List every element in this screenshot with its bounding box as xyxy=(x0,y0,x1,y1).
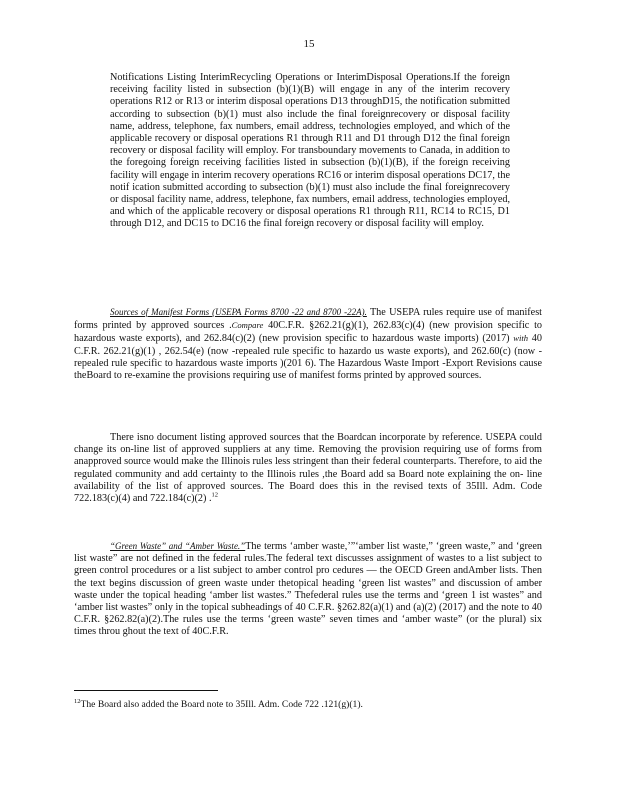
manifest-sources-text-a: The USEPA rules require use of manifest forms printed by approved sources . xyxy=(74,307,543,332)
footnote-divider xyxy=(74,690,218,691)
manifest-sources-heading: Sources of Manifest Forms (USEPA Forms 8700 -22 and 8700 -22A). xyxy=(110,307,367,317)
footnote-text: The Board also added the Board note to 35Ill. Adm. Code 722 .121(g)(1). xyxy=(80,699,363,710)
manifest-sources-text-b: 40C.F.R. §262.21(g)(1), 262.83(c)(4) (new provision specific to hazardous waste exports), and 262.84(c)(2) (new provision specific to hazardous waste imports) (2017) xyxy=(74,320,542,345)
footnote-number: 12 xyxy=(74,697,81,705)
page-number: 15 xyxy=(303,38,315,50)
approved-sources-text: There isno document listing approved sources that the Boardcan incorporate by reference. USEPA could change its on-line list of approved suppliers at any time. Removing the provision requiring use of forms from anapproved source would make the Illinois rules less stringent than their federal counterparts. Therefore, to aid the regulated community and add certainty to the Illinois rules ,the Board add sa Board note explaining the on- line availability of the list of approved sources. The Board does this in the revised texts of 35Ill. Adm. Code 722.183(c)(4) and 722.184(c)(2) . xyxy=(74,432,542,505)
green-amber-waste-paragraph xyxy=(74,540,542,639)
notifications-paragraph: Notifications Listing InterimRecycling Operations or InterimDisposal Operations.If the foreign receiving facility listed in subsection (b)(1)(B) will engage in any of the interim recovery operations R12 or R13 or interim disposal operations D13 throughD15, the notification submitted according to subsection (b)(1) must also include the final foreignrecovery or disposal facility name, address, telephone, fax numbers, email address, technologies employed, and which of the applicable recovery or disposal operations R1 through R11 and D1 through D12 the final foreign recovery or disposal facility will employ. For transboundary movements to Canada, in addition to the foregoing foreign receiving facilities listed in subsection (b)(1)(B), if the foreign receiving facility will engage in interim recovery operations RC16 or interim disposal operations DC17, the notif ication submitted according to subsection (b)(1) must also include the final foreignrecovery or disposal facility name, address, telephone, fax numbers, email address, technologies employed, and which of the applicable recovery or disposal operations R1 through R11, RC14 to RC15, D1 through D12, and DC15 to DC16 the final foreign recovery or disposal facility will employ. xyxy=(110,72,510,230)
green-amber-waste-text: The terms ‘amber waste,’”‘amber list waste,” ‘green waste,” and ‘green list waste” are not defined in the federal rules.The federal text discusses assignment of wastes to a list subject to green control procedures or a list subject to amber control pro cedures — the OECD Green andAmber lists. Then the text begins discussion of green waste under thetopical heading ‘green list wastes” and discussion of amber waste under the topical heading ‘amber list wastes.” Thefederal rules use the terms and ‘green 1 ist wastes” and ‘amber list wastes” only in the topical subheadings of 40 C.F.R. §262.82(a)(1) and (a)(2) (2017) and the note to 40 C.F.R. §262.82(a)(2).The rules use the terms ‘green waste” seven times and ‘amber waste” (or the plural) six times throu ghout the text of 40C.F.R. xyxy=(74,541,543,638)
footnote xyxy=(74,699,542,711)
green-amber-waste-heading: “Green Waste” and “Amber Waste.” xyxy=(110,541,246,551)
cite-with: with xyxy=(513,333,529,344)
approved-sources-paragraph xyxy=(74,432,542,505)
cite-compare: Compare xyxy=(231,320,264,331)
footnote-reference[interactable]: 12 xyxy=(211,491,218,499)
manifest-sources-paragraph xyxy=(74,306,542,382)
manifest-sources-text-c: 40 C.F.R. 262.21(g)(1) , 262.54(e) (now -repealed rule specific to hazardo us waste exports), and 262.60(c) (now -repealed rule specific to hazardous waste imports )(201 6). The Hazardous Waste Import -Export Revisions cause theBoard to re-examine the provisions requiring use of manifest forms printed by approved sources. xyxy=(74,333,542,382)
